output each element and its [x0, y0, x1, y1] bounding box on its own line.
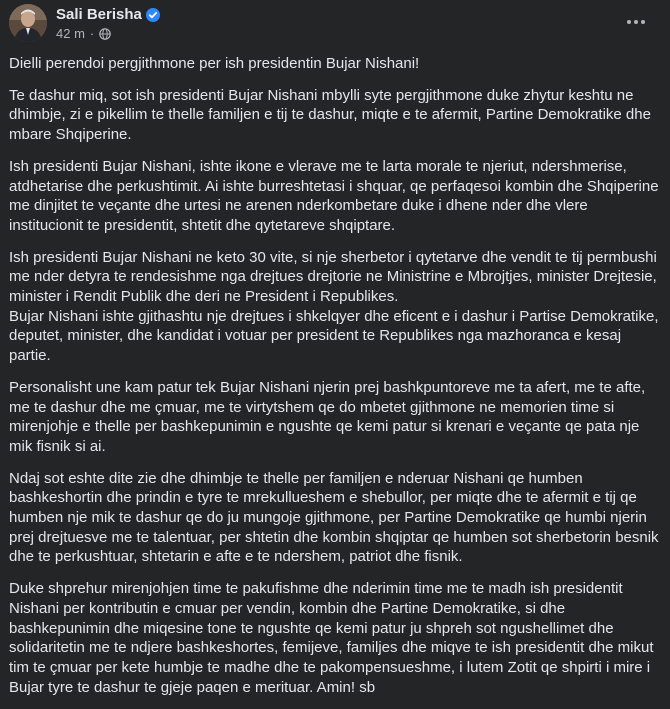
avatar-photo-icon: [9, 4, 47, 42]
author-name-row: [56, 6, 160, 23]
post-paragraph: Ndaj sot eshte dite zie dhe dhimbje te thelle per familjen e nderuar Nishani qe humben bashkeshortin dhe prindin e tyre te mrekullueshem e shebullor, per miqte dhe te afermit e tij qe humben nje mik te dashur qe do ju mungoje gjithmone, per Partine Demokratike qe humbi njerin prej drejtuesve me te talentuar, per shtetin dhe kombin shqiptar qe humben sot sherbetorin besnik dhe te perkushtuar, shtetarin e afte e te ndershem, patriot dhe fisnik.: [9, 469, 659, 566]
post-meta: [56, 26, 111, 41]
globe-icon: [99, 28, 111, 40]
post-paragraph: Personalisht une kam patur tek Bujar Nishani njerin prej bashkpuntoreve me ta afert, me te afte, me te dashur dhe me çmuar, me te virtytshem qe do mbetet gjithmone ne memorien time si mirenjohje e thelle per bashkepunimin e ngushte qe kemi patur si krenari e veçante qe pata nje mik fisnik si ai.: [9, 378, 646, 455]
post-text: [9, 54, 659, 709]
post-paragraph: Duke shprehur mirenjohjen time te pakufishme dhe nderimin time me te madh ish presidentit Nishani per kontributin e cmuar per vendin, kombin dhe Partine Demokratike, si dhe bashkepunimin dhe miqesine tone te ngushte qe kemi patur ju shpreh sot ngushellimet dhe solidaritetin me te ndjere bashkeshortes, femijeve, familjes dhe miqve te ish presidentit dhe mikut tim te çmuar per kete humbje te madhe dhe te pakompensueshme, i lutem Zotit qe shpirti i mire i Bujar tyre te dashur te gjeje paqen e merituar. Amin! sb: [9, 580, 654, 696]
more-options-button[interactable]: [622, 8, 650, 36]
avatar[interactable]: [9, 4, 47, 42]
post-paragraph: Dielli perendoi pergjithmone per ish presidentin Bujar Nishani!: [9, 55, 420, 72]
post-paragraph: Ish presidenti Bujar Nishani ne keto 30 vite, si nje sherbetor i qytetarve dhe vendit te tij permbushi me nder detyra te rendesishme nga drejtues drejtorie ne Ministrine e Mbrojtjes, minister Drejtesie, minister i Rendit Publik dhe deri ne President i Republikes. Bujar Nishani ishte gjithashtu nje drejtues i shkelqyer dhe eficent e i dashur i Partise Demokratike, deputet, minister, dhe kandidat i votuar per president te Republikes nga mazhoranca e kesaj partie.: [9, 248, 659, 365]
more-horizontal-icon: [626, 19, 646, 25]
verified-badge-icon: [146, 8, 160, 22]
post-paragraph: Te dashur miq, sot ish presidenti Bujar Nishani mbylli syte pergjithmone duke zhytur keshtu ne dhimbje, zi e pikellim te thelle familjen e tij te dashur, miqte e te afermit, Partine Demokratike dhe mbare Shqiperine.: [9, 86, 651, 144]
meta-separator: ·: [89, 26, 95, 41]
post-paragraph: Ish presidenti Bujar Nishani, ishte ikone e vlerave me te larta morale te njeriut, ndershmerise, atdhetarise dhe perkushtimit. Ai ishte burreshtetasi i shquar, qe perfaqesoi kombin dhe Shqiperine me dinjitet te veçante dhe urtesi ne arenen nderkombetare duke i dhene nder dhe vlere institucionit te presidentit, shtetit dhe qytetareve shqiptare.: [9, 157, 659, 234]
post-timestamp[interactable]: 42 m: [56, 26, 85, 41]
post-header: [0, 0, 670, 46]
author-name[interactable]: Sali Berisha: [56, 6, 142, 23]
